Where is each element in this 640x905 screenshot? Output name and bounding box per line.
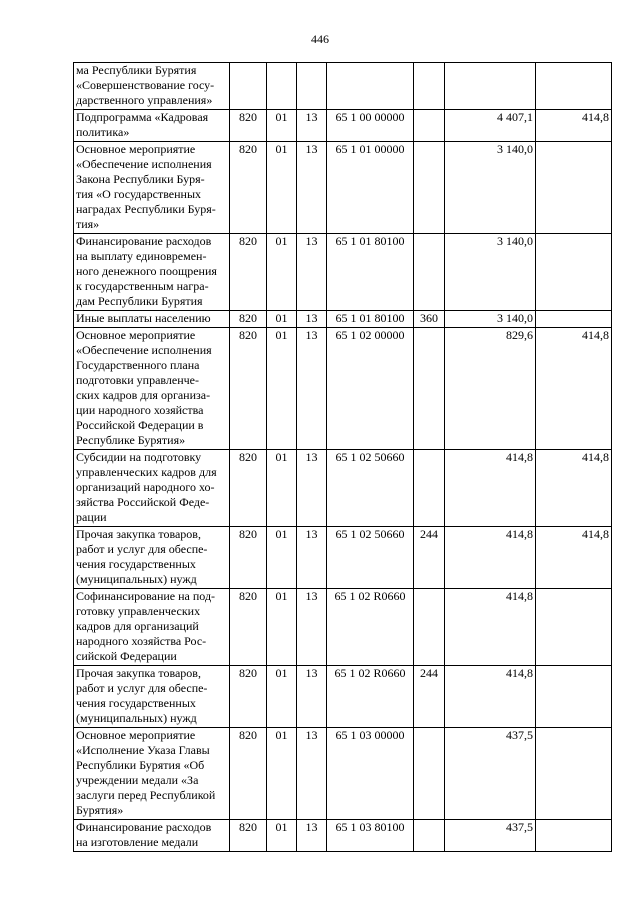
subsection-code-cell: 13 <box>297 728 327 820</box>
table-row <box>74 110 612 142</box>
item-name-cell <box>74 63 230 110</box>
table-row <box>74 234 612 311</box>
subsection-code-cell: 13 <box>297 450 327 527</box>
expense-type-cell <box>414 450 445 527</box>
item-name-line: Бурятия» <box>76 803 124 817</box>
page-number: 446 <box>311 32 329 46</box>
table-row <box>74 63 612 110</box>
section-code-cell: 01 <box>267 666 297 728</box>
item-name-line: зяйства Российской Феде- <box>76 495 210 509</box>
item-name-line: Российской Федерации в <box>76 418 204 432</box>
table-row <box>74 820 612 852</box>
amount-cell: 4 407,1 <box>445 110 536 142</box>
amount-cell: 414,8 <box>445 589 536 666</box>
item-name-line: дарственного управления» <box>76 93 213 107</box>
table-row <box>74 142 612 234</box>
expense-type-cell <box>414 589 445 666</box>
budget-table <box>73 62 612 852</box>
table-row <box>74 589 612 666</box>
target-article-cell: 65 1 00 00000 <box>327 110 414 142</box>
section-code-cell: 01 <box>267 589 297 666</box>
expense-type-cell <box>414 63 445 110</box>
item-name-line: Республике Бурятия» <box>76 433 186 447</box>
subvention-amount-cell <box>536 311 612 328</box>
subvention-amount-cell <box>536 589 612 666</box>
subsection-code-cell: 13 <box>297 589 327 666</box>
ministry-code-cell: 820 <box>230 142 267 234</box>
item-name-line: на изготовление медали <box>76 835 199 849</box>
target-article-cell: 65 1 01 80100 <box>327 311 414 328</box>
item-name-line: готовку управленческих <box>76 604 201 618</box>
target-article-cell: 65 1 01 00000 <box>327 142 414 234</box>
subsection-code-cell: 13 <box>297 527 327 589</box>
section-code-cell: 01 <box>267 311 297 328</box>
item-name-line: «Обеспечение исполнения <box>76 157 212 171</box>
target-article-cell: 65 1 03 00000 <box>327 728 414 820</box>
subsection-code-cell: 13 <box>297 311 327 328</box>
item-name-line: рации <box>76 510 107 524</box>
ministry-code-cell: 820 <box>230 666 267 728</box>
subsection-code-cell <box>297 63 327 110</box>
item-name-line: Закона Республики Буря- <box>76 172 205 186</box>
section-code-cell <box>267 63 297 110</box>
table-row <box>74 328 612 450</box>
amount-cell: 3 140,0 <box>445 142 536 234</box>
item-name-cell <box>74 142 230 234</box>
expense-type-cell: 244 <box>414 527 445 589</box>
item-name-line: работ и услуг для обеспе- <box>76 681 208 695</box>
amount-cell: 414,8 <box>445 450 536 527</box>
item-name-line: народного хозяйства Рос- <box>76 634 207 648</box>
subvention-amount-cell: 414,8 <box>536 527 612 589</box>
item-name-line: заслуги перед Республикой <box>76 788 216 802</box>
subsection-code-cell: 13 <box>297 110 327 142</box>
section-code-cell: 01 <box>267 110 297 142</box>
subsection-code-cell: 13 <box>297 234 327 311</box>
item-name-line: Прочая закупка товаров, <box>76 666 201 680</box>
expense-type-cell <box>414 728 445 820</box>
section-code-cell: 01 <box>267 527 297 589</box>
item-name-cell <box>74 820 230 852</box>
ministry-code-cell: 820 <box>230 450 267 527</box>
amount-cell: 3 140,0 <box>445 234 536 311</box>
item-name-line: (муниципальных) нужд <box>76 572 197 586</box>
expense-type-cell <box>414 328 445 450</box>
item-name-cell <box>74 328 230 450</box>
section-code-cell: 01 <box>267 142 297 234</box>
item-name-line: Основное мероприятие <box>76 142 196 156</box>
item-name-line: Основное мероприятие <box>76 328 196 342</box>
budget-table-body <box>74 63 612 852</box>
item-name-line: к государственным награ- <box>76 279 209 293</box>
item-name-line: ских кадров для организа- <box>76 388 211 402</box>
item-name-line: организаций народного хо- <box>76 480 215 494</box>
subvention-amount-cell <box>536 728 612 820</box>
target-article-cell: 65 1 02 R0660 <box>327 589 414 666</box>
target-article-cell: 65 1 02 50660 <box>327 527 414 589</box>
item-name-cell <box>74 728 230 820</box>
target-article-cell: 65 1 02 00000 <box>327 328 414 450</box>
subsection-code-cell: 13 <box>297 666 327 728</box>
ministry-code-cell: 820 <box>230 110 267 142</box>
target-article-cell: 65 1 01 80100 <box>327 234 414 311</box>
subsection-code-cell: 13 <box>297 328 327 450</box>
item-name-line: Подпрограмма «Кадровая <box>76 110 209 124</box>
item-name-line: «Исполнение Указа Главы <box>76 743 210 757</box>
item-name-line: ма Республики Бурятия <box>76 63 197 77</box>
table-row <box>74 450 612 527</box>
ministry-code-cell: 820 <box>230 311 267 328</box>
item-name-cell <box>74 666 230 728</box>
subvention-amount-cell: 414,8 <box>536 110 612 142</box>
item-name-line: ного денежного поощрения <box>76 264 217 278</box>
section-code-cell: 01 <box>267 328 297 450</box>
item-name-line: кадров для организаций <box>76 619 199 633</box>
section-code-cell: 01 <box>267 728 297 820</box>
ministry-code-cell <box>230 63 267 110</box>
target-article-cell: 65 1 02 50660 <box>327 450 414 527</box>
amount-cell: 3 140,0 <box>445 311 536 328</box>
item-name-cell <box>74 311 230 328</box>
item-name-line: Республики Бурятия «Об <box>76 758 205 772</box>
item-name-line: на выплату единовремен- <box>76 249 207 263</box>
subvention-amount-cell: 414,8 <box>536 328 612 450</box>
amount-cell: 414,8 <box>445 666 536 728</box>
item-name-line: тия» <box>76 217 100 231</box>
item-name-line: подготовки управленче- <box>76 373 199 387</box>
item-name-line: сийской Федерации <box>76 649 177 663</box>
item-name-line: Основное мероприятие <box>76 728 196 742</box>
subvention-amount-cell <box>536 63 612 110</box>
item-name-line: Субсидии на подготовку <box>76 450 202 464</box>
target-article-cell <box>327 63 414 110</box>
target-article-cell: 65 1 02 R0660 <box>327 666 414 728</box>
expense-type-cell <box>414 110 445 142</box>
amount-cell: 414,8 <box>445 527 536 589</box>
expense-type-cell: 244 <box>414 666 445 728</box>
subvention-amount-cell <box>536 234 612 311</box>
section-code-cell: 01 <box>267 234 297 311</box>
ministry-code-cell: 820 <box>230 728 267 820</box>
expense-type-cell <box>414 234 445 311</box>
item-name-line: «Совершенствование госу- <box>76 78 215 92</box>
item-name-line: тия «О государственных <box>76 187 202 201</box>
item-name-line: Финансирование расходов <box>76 234 212 248</box>
amount-cell: 437,5 <box>445 728 536 820</box>
item-name-cell <box>74 589 230 666</box>
item-name-cell <box>74 450 230 527</box>
amount-cell <box>445 63 536 110</box>
subsection-code-cell: 13 <box>297 142 327 234</box>
item-name-line: управленческих кадров для <box>76 465 217 479</box>
subvention-amount-cell <box>536 666 612 728</box>
expense-type-cell <box>414 820 445 852</box>
ministry-code-cell: 820 <box>230 527 267 589</box>
item-name-line: наградах Республики Буря- <box>76 202 216 216</box>
item-name-line: ции народного хозяйства <box>76 403 204 417</box>
ministry-code-cell: 820 <box>230 328 267 450</box>
section-code-cell: 01 <box>267 450 297 527</box>
table-row <box>74 666 612 728</box>
subvention-amount-cell <box>536 142 612 234</box>
item-name-line: работ и услуг для обеспе- <box>76 542 208 556</box>
expense-type-cell <box>414 142 445 234</box>
item-name-line: Финансирование расходов <box>76 820 212 834</box>
table-row <box>74 527 612 589</box>
item-name-line: «Обеспечение исполнения <box>76 343 212 357</box>
item-name-line: чения государственных <box>76 557 196 571</box>
item-name-line: дам Республики Бурятия <box>76 294 203 308</box>
item-name-line: Государственного плана <box>76 358 200 372</box>
table-row <box>74 311 612 328</box>
section-code-cell: 01 <box>267 820 297 852</box>
item-name-cell <box>74 110 230 142</box>
item-name-cell <box>74 234 230 311</box>
item-name-cell <box>74 527 230 589</box>
amount-cell: 829,6 <box>445 328 536 450</box>
item-name-line: учреждении медали «За <box>76 773 199 787</box>
ministry-code-cell: 820 <box>230 820 267 852</box>
amount-cell: 437,5 <box>445 820 536 852</box>
item-name-line: (муниципальных) нужд <box>76 711 197 725</box>
target-article-cell: 65 1 03 80100 <box>327 820 414 852</box>
ministry-code-cell: 820 <box>230 234 267 311</box>
ministry-code-cell: 820 <box>230 589 267 666</box>
item-name-line: Софинансирование на под- <box>76 589 216 603</box>
item-name-line: политика» <box>76 125 130 139</box>
expense-type-cell: 360 <box>414 311 445 328</box>
table-row <box>74 728 612 820</box>
item-name-line: чения государственных <box>76 696 196 710</box>
item-name-line: Иные выплаты населению <box>76 311 211 325</box>
subsection-code-cell: 13 <box>297 820 327 852</box>
item-name-line: Прочая закупка товаров, <box>76 527 201 541</box>
subvention-amount-cell: 414,8 <box>536 450 612 527</box>
subvention-amount-cell <box>536 820 612 852</box>
